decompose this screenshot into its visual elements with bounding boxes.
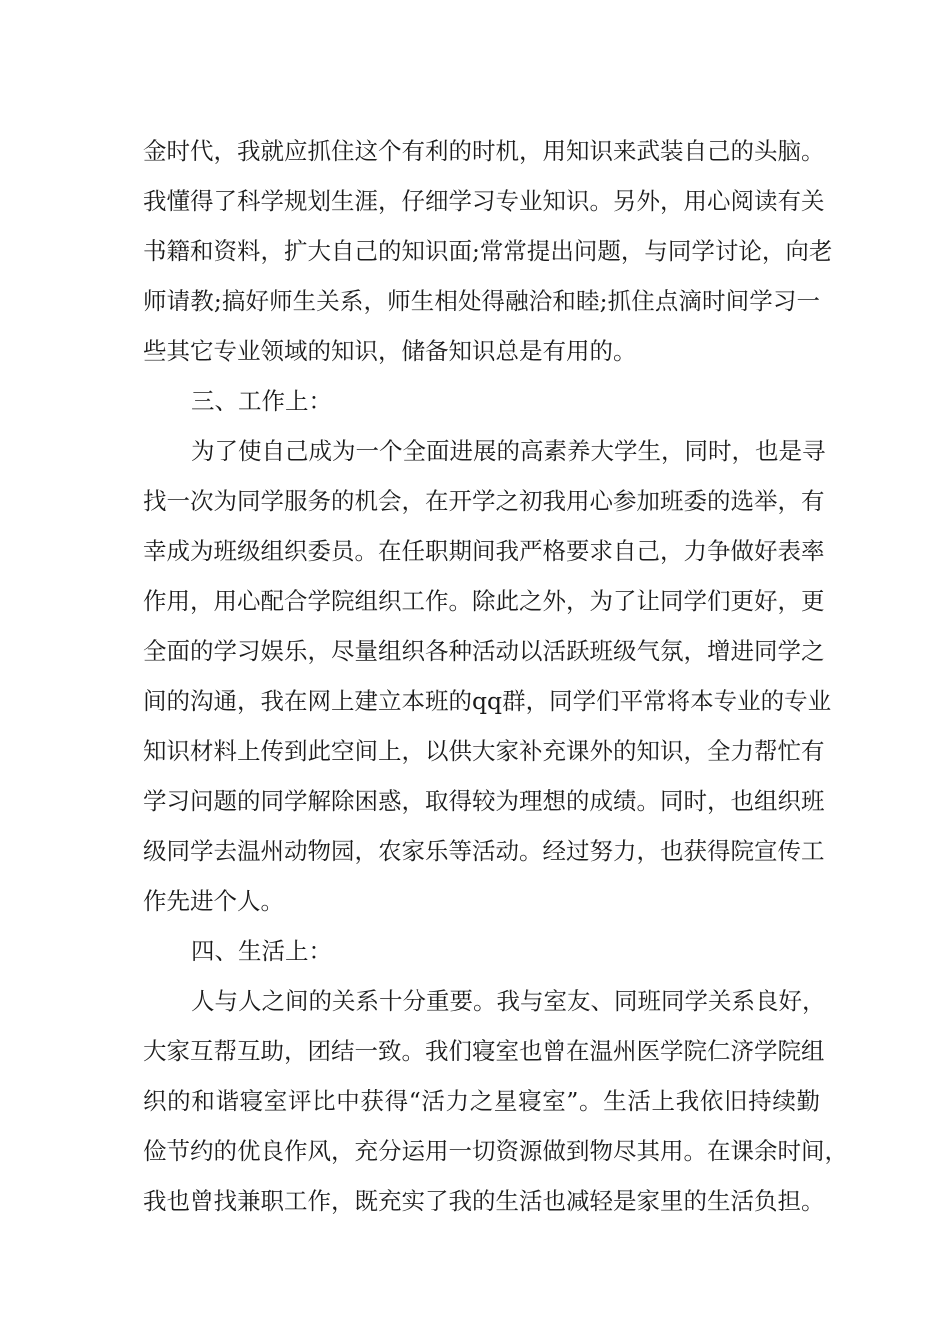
paragraph-line: 大家互帮互助，团结一致。我们寝室也曾在温州医学院仁济学院组 [143,1037,825,1065]
paragraph-line: 金时代，我就应抓住这个有利的时机，用知识来武装自己的头脑。 [143,137,825,165]
paragraph-line: 些其它专业领域的知识，储备知识总是有用的。 [143,337,637,365]
paragraph-line: 师请教;搞好师生关系，师生相处得融洽和睦;抓住点滴时间学习一 [143,287,820,315]
section-heading: 三、工作上： [191,387,332,415]
paragraph-line: 我也曾找兼职工作，既充实了我的生活也减轻是家里的生活负担。 [143,1187,825,1215]
paragraph-line: 书籍和资料，扩大自己的知识面;常常提出问题，与同学讨论，向老 [143,237,833,265]
paragraph-line: 织的和谐寝室评比中获得“活力之星寝室”。生活上我依旧持续勤 [143,1087,820,1115]
paragraph-line: 我懂得了科学规划生涯，仔细学习专业知识。另外，用心阅读有关 [143,187,825,215]
paragraph-line: 级同学去温州动物园，农家乐等活动。经过努力，也获得院宣传工 [143,837,825,865]
paragraph-line: 作先进个人。 [143,887,284,915]
paragraph-line: 知识材料上传到此空间上，以供大家补充课外的知识，全力帮忙有 [143,737,825,765]
paragraph-line: 作用，用心配合学院组织工作。除此之外，为了让同学们更好，更 [143,587,825,615]
paragraph-line: 全面的学习娱乐，尽量组织各种活动以活跃班级气氛，增进同学之 [143,637,825,665]
paragraph-line: 为了使自己成为一个全面进展的高素养大学生，同时，也是寻 [191,437,826,465]
paragraph-line: 幸成为班级组织委员。在任职期间我严格要求自己，力争做好表率 [143,537,825,565]
paragraph-line: 俭节约的优良作风，充分运用一切资源做到物尽其用。在课余时间， [143,1137,848,1165]
paragraph-line: 找一次为同学服务的机会，在开学之初我用心参加班委的选举，有 [143,487,825,515]
section-heading: 四、生活上： [191,937,332,965]
paragraph-line: 人与人之间的关系十分重要。我与室友、同班同学关系良好， [191,987,826,1015]
paragraph-line: 间的沟通，我在网上建立本班的qq群，同学们平常将本专业的专业 [143,687,832,715]
paragraph-line: 学习问题的同学解除困惑，取得较为理想的成绩。同时，也组织班 [143,787,825,815]
